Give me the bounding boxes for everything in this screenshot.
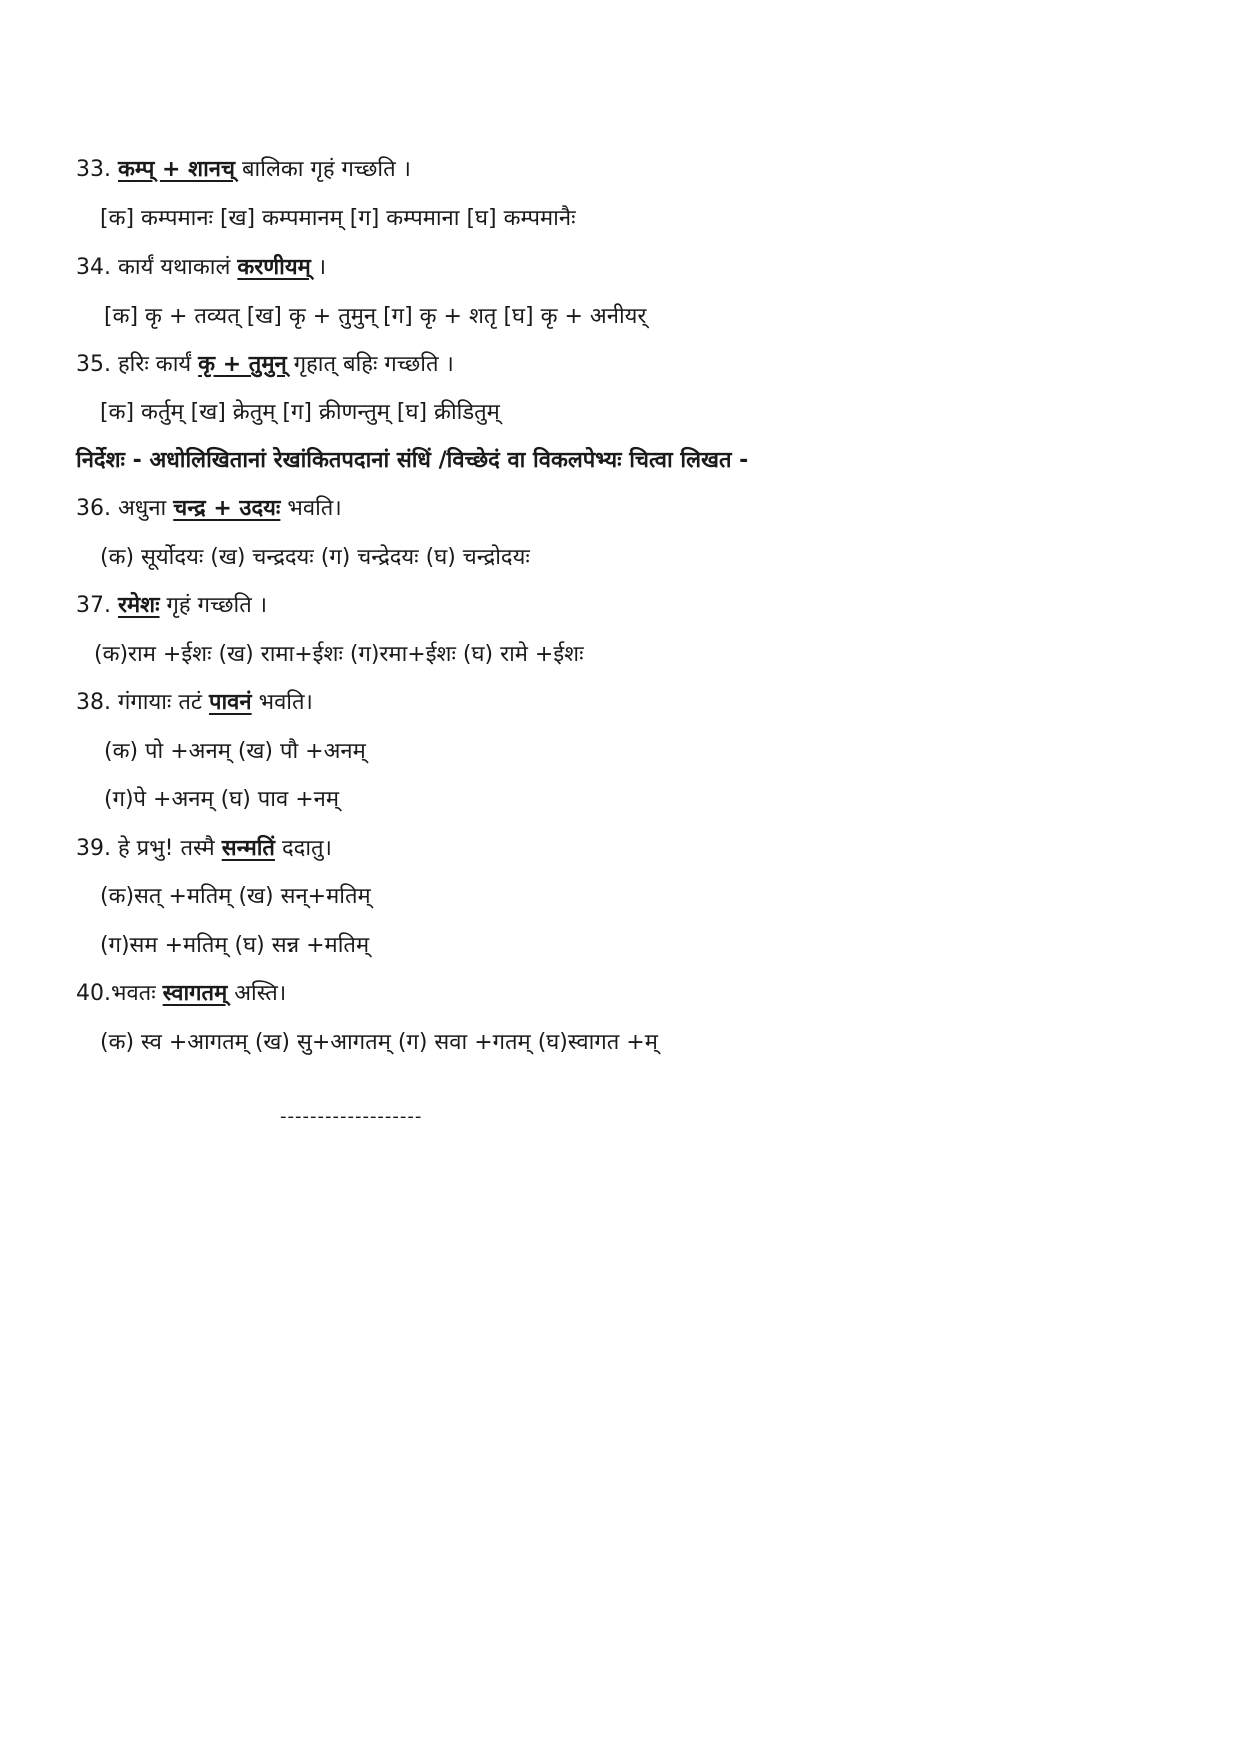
question-39-options-2: (ग)सम +मतिम् (घ) सन्न +मतिम् [100, 933, 370, 958]
question-35 [76, 350, 454, 380]
question-37-prefix: 37. [76, 593, 118, 618]
question-36 [76, 494, 342, 524]
question-33-options: [क] कम्पमानः [ख] कम्पमानम् [ग] कम्पमाना [घ] कम्पमानैः [100, 206, 576, 231]
question-34-suffix: । [310, 255, 327, 280]
question-33-suffix: बालिका गृहं गच्छति । [235, 157, 411, 182]
question-38-suffix: भवति। [251, 690, 313, 715]
question-39-suffix: ददातु। [274, 836, 332, 861]
question-38-prefix: 38. गंगायाः तटं [76, 690, 209, 715]
question-37 [76, 591, 267, 621]
question-39-prefix: 39. हे प्रभु! तस्मै [76, 836, 222, 861]
question-38 [76, 688, 313, 718]
question-37-options: (क)राम +ईशः (ख) रामा+ईशः (ग)रमा+ईशः (घ) रामे +ईशः [94, 642, 584, 667]
question-37-keyword: रमेशः [117, 593, 160, 618]
question-38-options-1: (क) पो +अनम् (ख) पौ +अनम् [104, 739, 366, 764]
question-40 [76, 979, 286, 1009]
question-34-options: [क] कृ + तव्यत् [ख] कृ + तुमुन् [ग] कृ + शतृ [घ] कृ + अनीयर् [104, 304, 647, 329]
instruction-heading: निर्देशः - अधोलिखितानां रेखांकितपदानां संधिं /विच्छेदं वा विकलपेभ्यः चित्वा लिखत - [76, 448, 749, 473]
question-39-options-1: (क)सत् +मतिम् (ख) सन्+मतिम् [100, 884, 371, 909]
question-39 [76, 834, 332, 864]
question-35-prefix: 35. हरिः कार्यं [76, 352, 199, 377]
question-36-options: (क) सूर्योदयः (ख) चन्द्रदयः (ग) चन्द्रेदयः (घ) चन्द्रोदयः [100, 545, 530, 570]
question-36-suffix: भवति। [280, 496, 342, 521]
question-37-suffix: गृहं गच्छति । [159, 593, 268, 618]
question-34-keyword: करणीयम् [237, 255, 311, 280]
question-36-prefix: 36. अधुना [76, 496, 174, 521]
question-40-options: (क) स्व +आगतम् (ख) सु+आगतम् (ग) सवा +गतम् (घ)स्वागत +म् [100, 1030, 658, 1055]
question-34 [76, 253, 326, 283]
question-34-prefix: 34. कार्यं यथाकालं [76, 255, 238, 280]
question-35-keyword: कृ + तुमुन् [198, 352, 287, 377]
question-38-keyword: पावनं [208, 690, 252, 715]
question-40-prefix: 40.भवतः [76, 981, 163, 1006]
question-38-options-2: (ग)पे +अनम् (घ) पाव +नम् [104, 787, 340, 812]
end-separator: ------------------- [280, 1106, 423, 1127]
question-36-keyword: चन्द्र + उदयः [173, 496, 281, 521]
question-33-prefix: 33. [76, 157, 118, 182]
question-33-keyword: कम्प् + शानच् [117, 157, 235, 182]
question-35-options: [क] कर्तुम् [ख] क्रेतुम् [ग] क्रीणन्तुम् [घ] क्रीडितुम् [100, 400, 500, 425]
question-40-suffix: अस्ति। [227, 981, 287, 1006]
question-35-suffix: गृहात् बहिः गच्छति । [286, 352, 454, 377]
question-40-keyword: स्वागतम् [162, 981, 228, 1006]
question-33 [76, 155, 411, 185]
question-39-keyword: सन्मतिं [221, 836, 275, 861]
